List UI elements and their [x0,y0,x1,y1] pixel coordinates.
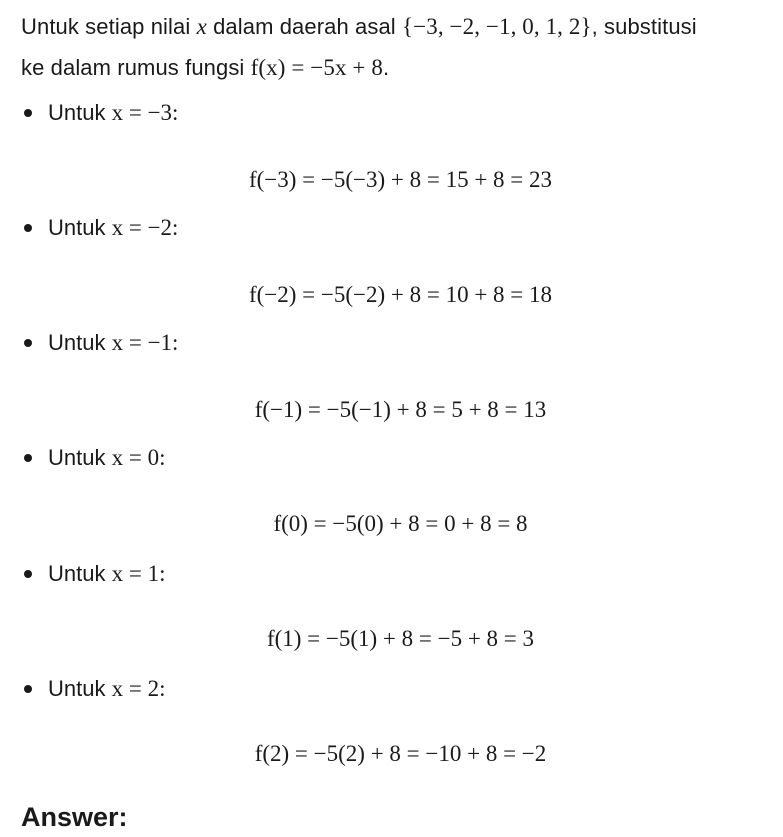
intro-text: , substitusi [591,14,697,39]
equation-text: f(−1) = −5(−1) + 8 = 5 + 8 = 13 [254,397,547,422]
case-label: Untuk [48,330,112,355]
case-item [0,96,783,130]
intro-variable: x [196,14,207,39]
case-equation [0,622,783,656]
case-condition: x = −2: [111,215,179,240]
intro-text: dalam daerah asal [206,14,403,39]
case-item [0,557,783,591]
answer-heading: Answer: [21,802,128,832]
case-label: Untuk [48,215,112,240]
case-condition: x = 2: [111,676,166,701]
case-equation [0,507,783,541]
case-condition: x = −1: [111,330,179,355]
case-item [0,326,783,360]
case-item [0,672,783,706]
case-item [0,441,783,475]
case-label: Untuk [48,445,112,470]
domain-set: {−3, −2, −1, 0, 1, 2} [402,14,592,39]
case-equation [0,278,783,312]
equation-text: f(−2) = −5(−2) + 8 = 10 + 8 = 18 [248,282,553,307]
intro-text: Untuk setiap nilai [21,14,197,39]
equation-text: f(0) = −5(0) + 8 = 0 + 8 = 8 [273,511,528,536]
bullet-icon [24,339,32,347]
bullet-icon [24,224,32,232]
case-equation [0,393,783,427]
bullet-icon [24,109,32,117]
bullet-icon [24,454,32,462]
bullet-icon [24,685,32,693]
case-equation [0,737,783,771]
intro-text: . [382,55,390,80]
case-condition: x = 0: [111,445,166,470]
case-condition: x = −3: [111,100,179,125]
intro-text: ke dalam rumus fungsi [21,55,251,80]
case-label: Untuk [48,100,112,125]
equation-text: f(−3) = −5(−3) + 8 = 15 + 8 = 23 [248,167,553,192]
case-label: Untuk [48,676,112,701]
function-formula: f(x) = −5x + 8 [250,55,383,80]
equation-text: f(1) = −5(1) + 8 = −5 + 8 = 3 [266,626,535,651]
intro-paragraph [21,6,771,88]
case-condition: x = 1: [111,561,166,586]
equation-text: f(2) = −5(2) + 8 = −10 + 8 = −2 [254,741,547,766]
case-equation [0,163,783,197]
case-label: Untuk [48,561,112,586]
bullet-icon [24,570,32,578]
case-item [0,211,783,245]
